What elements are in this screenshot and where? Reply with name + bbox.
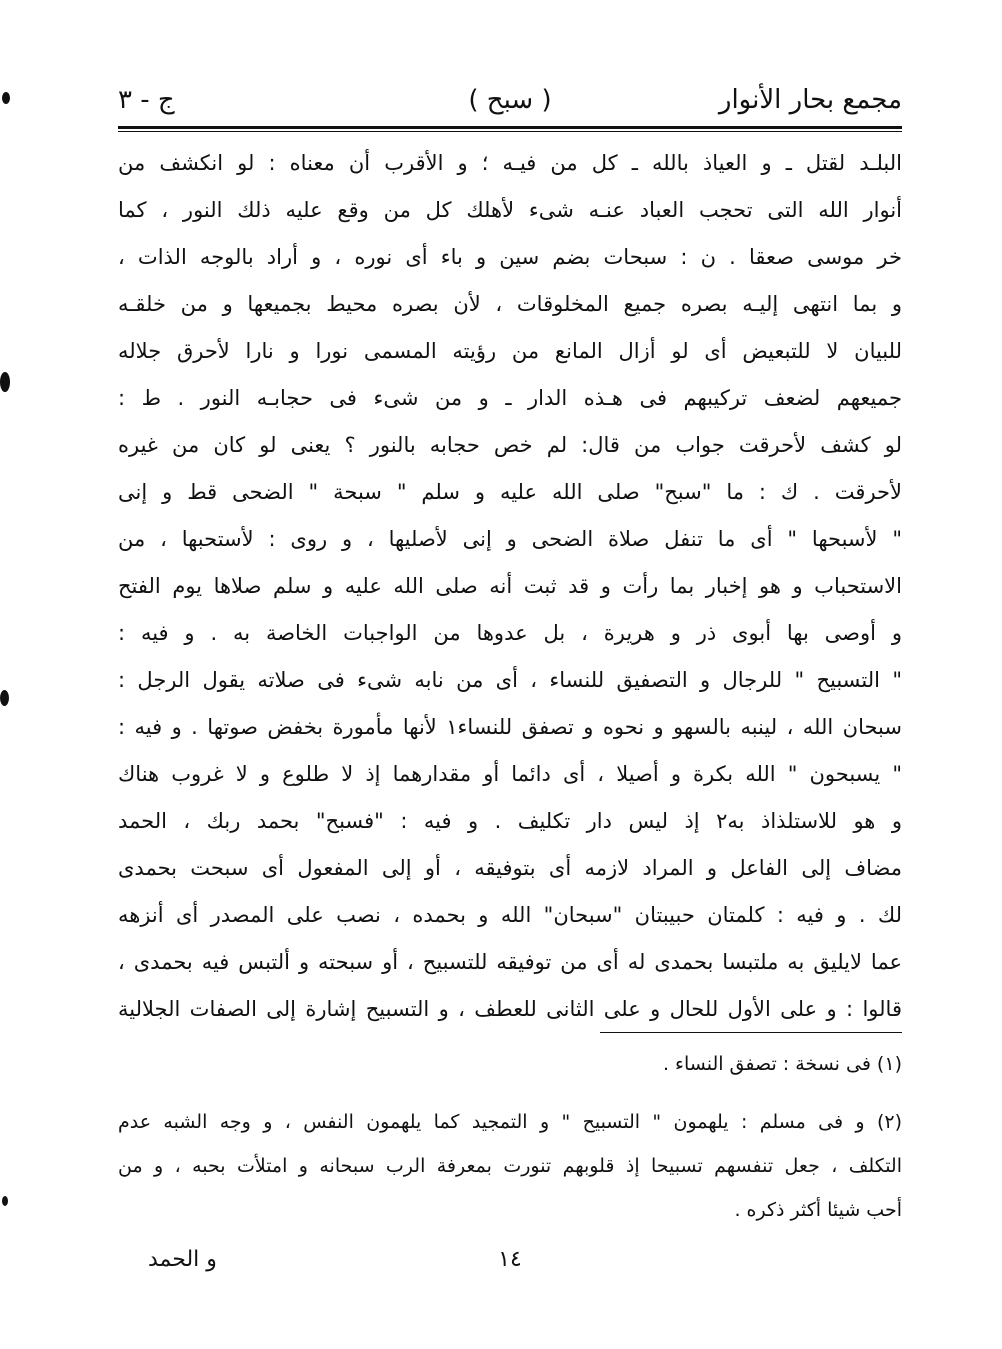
page-footer bbox=[118, 1240, 902, 1280]
text-line: " يسبحون " الله بكرة و أصيلا ، أى دائما أو مقدارهما إذ لا طلوع و لا غروب هناك bbox=[118, 762, 902, 786]
footnote-2-line: أحب شيئا أكثر ذكره . bbox=[734, 1199, 902, 1221]
text-line: الاستحباب و هو إخبار بما رأت و قد ثبت أنه صلى الله عليه و سلم صلاها يوم الفتح bbox=[118, 574, 902, 598]
text-line: لك . و فيه : كلمتان حبيبتان "سبحان" الله و بحمده ، نصب على المصدر أى أنزهه bbox=[118, 903, 902, 927]
footnote-2-line: (٢) و فى مسلم : يلهمون " التسبيح " و التمجيد كما يلهمون النفس ، و وجه الشبه عدم bbox=[118, 1111, 902, 1133]
text-line: مضاف إلى الفاعل و المراد لازمه أى بتوفيقه ، أو إلى المفعول أى سبحت بحمدى bbox=[118, 856, 902, 880]
text-line: " لأسبحها " أى ما تنفل صلاة الضحى و إنى لأصليها ، و روى : لأستحبها ، من bbox=[118, 527, 902, 551]
text-line: لأحرقت . ك : ما "سبح" صلى الله عليه و سلم " سبحة " الضحى قط و إنى bbox=[118, 480, 902, 504]
page-number: ١٤ bbox=[498, 1247, 522, 1272]
text-line: و أوصى بها أبوى ذر و هريرة ، بل عدوها من الواجبات الخاصة به . و فيه : bbox=[118, 621, 902, 645]
text-line: و بما انتهى إليـه بصره جميع المخلوقات ، لأن بصره محيط بجميعها و من خلقـه bbox=[118, 292, 902, 316]
text-line: لو كشف لأحرقت جواب من قال: لم خص حجابه بالنور ؟ يعنى لو كان من غيره bbox=[118, 433, 902, 457]
scan-speck bbox=[0, 690, 9, 706]
text-line: خر موسى صعقا . ن : سبحات بضم سين و باء أى نوره ، و أراد بالوجه الذات ، bbox=[118, 245, 902, 269]
text-line: " التسبيح " للرجال و التصفيق للنساء ، أى من نابه شىء فى صلاته يقول الرجل : bbox=[118, 668, 902, 692]
book-title: مجمع بحار الأنوار bbox=[718, 85, 902, 115]
footnotes bbox=[118, 1042, 902, 1232]
text-line: و هو للاستلذاذ به٢ إذ ليس دار تكليف . و فيه : "فسبح" بحمد ربك ، الحمد bbox=[118, 809, 902, 833]
root-word: ( سبح ) bbox=[468, 85, 552, 115]
scan-speck bbox=[0, 372, 10, 392]
text-line: البلـد لقتل ـ و العياذ بالله ـ كل من فيـه ؛ و الأقرب أن معناه : لو انكشف من bbox=[118, 151, 902, 175]
footnote-1: (١) فى نسخة : تصفق النساء . bbox=[662, 1053, 902, 1075]
text-line: عما لايليق به ملتبسا بحمدى له أى من توفيقه للتسبيح ، أو سبحته و ألتبس فيه بحمدى ، bbox=[118, 950, 902, 974]
running-header bbox=[118, 78, 902, 122]
main-text bbox=[118, 140, 902, 1033]
volume-label: ج - ٣ bbox=[118, 85, 175, 115]
text-line: جميعهم لضعف تركيبهم فى هـذه الدار ـ و من شىء فى حجابـه النور . ط : bbox=[118, 386, 902, 410]
text-line: للبيان لا للتبعيض أى لو أزال المانع من رؤيته المسمى نورا و نارا لأحرق جلاله bbox=[118, 339, 902, 363]
footnote-2-line: التكلف ، جعل تنفسهم تسبيحا إذ قلوبهم تنورت بمعرفة الرب سبحانه و امتلأت بحبه ، و من bbox=[118, 1155, 902, 1177]
scan-speck bbox=[2, 92, 10, 104]
text-line: قالوا : و على الأول للحال و على الثانى للعطف ، و التسبيح إشارة إلى الصفات الجلالية bbox=[118, 997, 902, 1021]
text-line: أنوار الله التى تحجب العباد عنـه شىء لأهلك كل من وقع عليه ذلك النور ، كما bbox=[118, 198, 902, 222]
catchword: و الحمد bbox=[148, 1247, 217, 1272]
text-line: سبحان الله ، لينبه بالسهو و نحوه و تصفق للنساء١ لأنها مأمورة بخفض صوتها . و فيه : bbox=[118, 715, 902, 739]
header-rule-thin bbox=[118, 131, 902, 132]
scan-speck bbox=[2, 1196, 8, 1206]
footnote-rule bbox=[600, 1032, 902, 1033]
header-rule-thick bbox=[118, 126, 902, 129]
